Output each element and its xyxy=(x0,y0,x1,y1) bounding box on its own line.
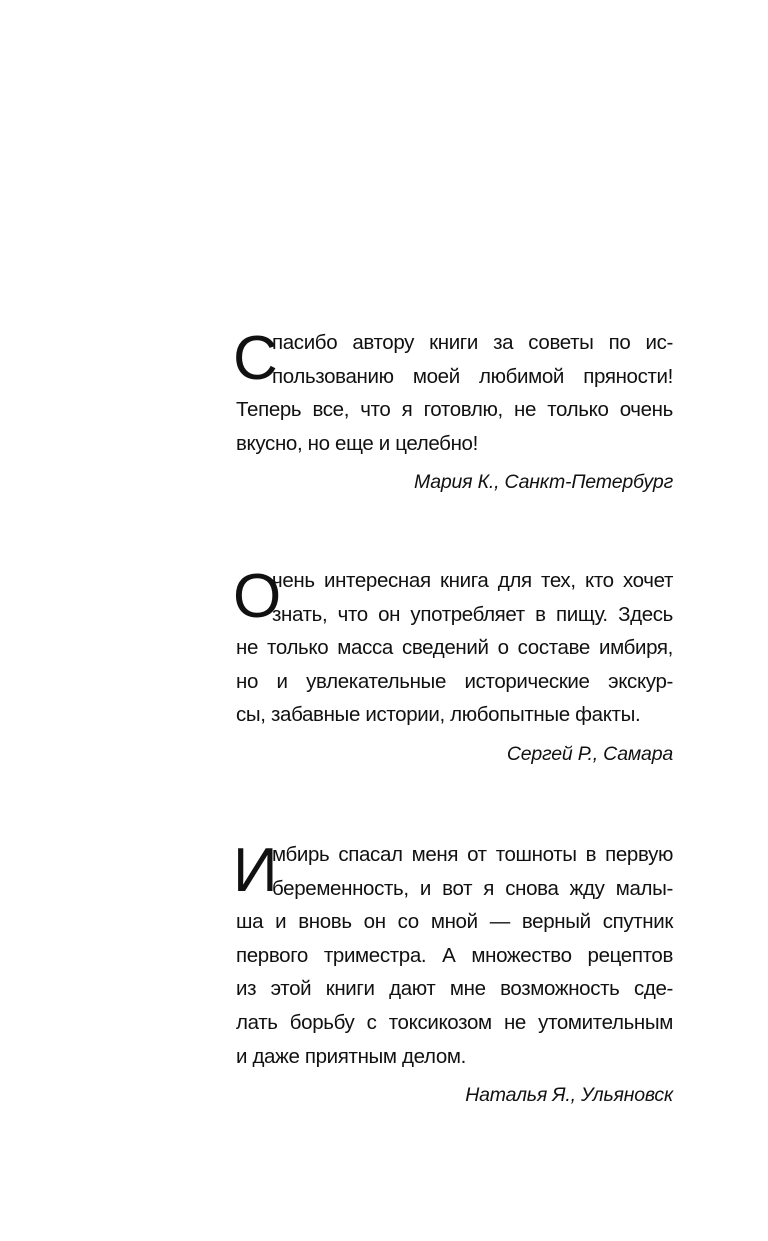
review-text-line: пользованию моей любимой пряности! xyxy=(272,364,673,388)
drop-cap: С xyxy=(233,324,278,393)
review-text-line: беременность, и вот я снова жду малы- xyxy=(272,876,673,900)
drop-cap: И xyxy=(233,836,278,905)
review-text-line: первого триместра. А множество рецептов xyxy=(236,943,673,967)
review-author: Наталья Я., Ульяновск xyxy=(465,1084,673,1107)
review-text-line: лать борьбу с токсикозом не утомительным xyxy=(236,1010,673,1034)
review-text-line: но и увлекательные исторические экскур- xyxy=(236,669,673,693)
review-1 xyxy=(233,324,673,496)
review-text-line: и даже приятным делом. xyxy=(236,1044,466,1068)
review-text-line: из этой книги дают мне возможность сде- xyxy=(236,977,673,1001)
drop-cap: О xyxy=(233,562,282,631)
review-author: Мария К., Санкт-Петербург xyxy=(413,471,673,494)
review-3 xyxy=(233,836,673,1109)
review-text-line: ша и вновь он со мной — верный спутник xyxy=(236,910,673,934)
review-text-line: пасибо автору книги за советы по ис- xyxy=(272,331,673,354)
review-text-line: вкусно, но еще и целебно! xyxy=(236,431,478,455)
review-text-line: не только масса сведений о составе имбиря, xyxy=(236,636,673,660)
review-text-line: знать, что он употребляет в пищу. Здесь xyxy=(272,602,673,626)
review-text-line: чень интересная книга для тех, кто хочет xyxy=(272,569,673,592)
review-text-line: сы, забавные истории, любопытные факты. xyxy=(236,703,641,727)
review-text-line: Теперь все, что я готовлю, не только очень xyxy=(236,398,673,422)
review-2 xyxy=(233,562,673,768)
review-text-line: мбирь спасал меня от тошноты в первую xyxy=(272,843,673,866)
review-author: Сергей Р., Самара xyxy=(506,742,673,765)
